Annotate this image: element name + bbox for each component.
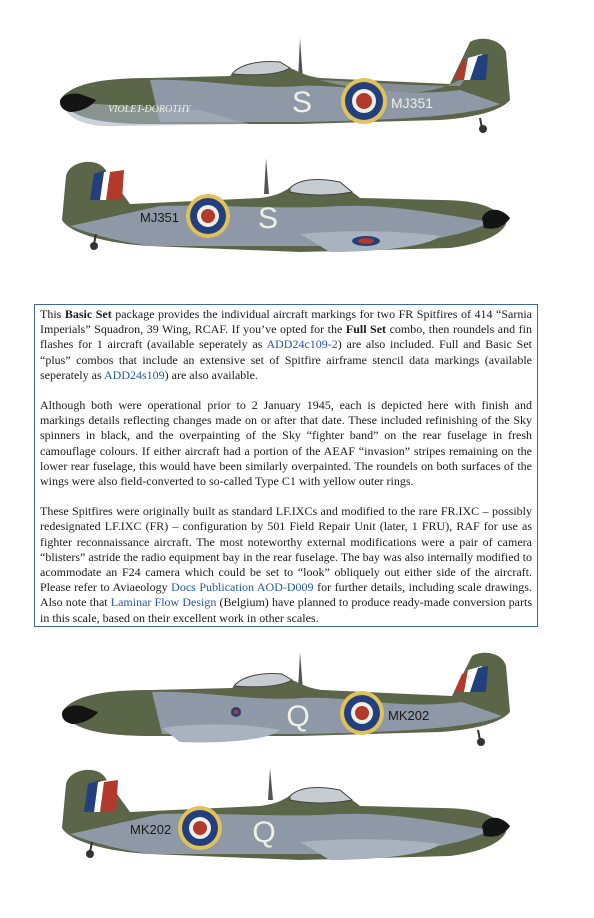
spitfire-starboard-illustration bbox=[0, 648, 594, 760]
description-box bbox=[34, 304, 538, 627]
aircraft-serial: MK202 bbox=[388, 708, 430, 723]
aircraft-serial: MK202 bbox=[130, 822, 172, 837]
description-paragraph-2: Although both were operational prior to 2 January 1945, each is depicted here with finish and markings details reflecting changes made on or after that date. These included refinishing of the Sky spinners in black, and the overpainting of the Sky “fighter band” on the rear fuselage in fresh camouflage colours. If either aircraft had a portion of the AEAF “invasion” stripes remaining on the lower rear fuselage, this would have been similarly overpainted. The roundels on both surfaces of the wings were also field-converted to so-called Type C1 with yellow outer rings. bbox=[40, 398, 532, 489]
aircraft-serial: MJ351 bbox=[391, 95, 434, 111]
link-add24s109[interactable]: ADD24s109 bbox=[103, 367, 165, 382]
spitfire-starboard-illustration bbox=[0, 28, 594, 140]
description-paragraph-3: These Spitfires were originally built as standard LF.IXCs and modified to the rare FR.IXC – possibly redesignated LF.IXC (FR) – configuration by 501 Field Repair Unit (later, 1 FRU), RAF for use as fighter reconnaissance aircraft. The most noteworthy external modifications were a pair of camera “blisters” astride the radio equipment bay in the rear fuselage. The bay was also internally modified to acommodate an F24 camera which could be set to “look” obliquely out either side of the aircraft. Please refer to Aviaeology Docs Publication AOD-D009 for further details, including scale drawings. Also note that Laminar Flow Design (Belgium) have planned to produce ready-made conversion parts in this scale, based on their excellent work in other scales. bbox=[40, 504, 532, 625]
aircraft-profile-2 bbox=[0, 148, 594, 270]
link-laminar-flow-design[interactable]: Laminar Flow Design bbox=[110, 595, 217, 610]
code-letter: S bbox=[257, 202, 279, 235]
aircraft-serial: MJ351 bbox=[140, 210, 180, 225]
link-docs-publication[interactable]: Docs Publication AOD-D009 bbox=[171, 580, 314, 595]
aircraft-profile-4 bbox=[0, 762, 594, 874]
description-paragraph-1: This Basic Set package provides the individual aircraft markings for two FR Spitfires of 414 “Sarnia Imperials” Squadron, 39 Wing, RCAF. If you’ve opted for the Full Set combo, then roundels and fin flashes for 1 aircraft (available seperately as ADD24c109-2) are also included. Full and Basic Set “plus” combos that include an extensive set of Spitfire airframe stencil data markings (available seperately as ADD24s109) are also available. bbox=[40, 307, 532, 382]
code-letter: Q bbox=[286, 700, 310, 733]
aircraft-profile-3 bbox=[0, 648, 594, 760]
code-letter: S bbox=[291, 86, 313, 119]
nose-art: VIOLET-DOROTHY bbox=[108, 104, 191, 115]
code-letter: Q bbox=[252, 816, 276, 849]
spitfire-port-illustration bbox=[0, 148, 594, 270]
spitfire-port-illustration bbox=[0, 762, 594, 874]
link-add24c109-2[interactable]: ADD24c109-2 bbox=[266, 337, 338, 352]
aircraft-profile-1 bbox=[0, 28, 594, 140]
